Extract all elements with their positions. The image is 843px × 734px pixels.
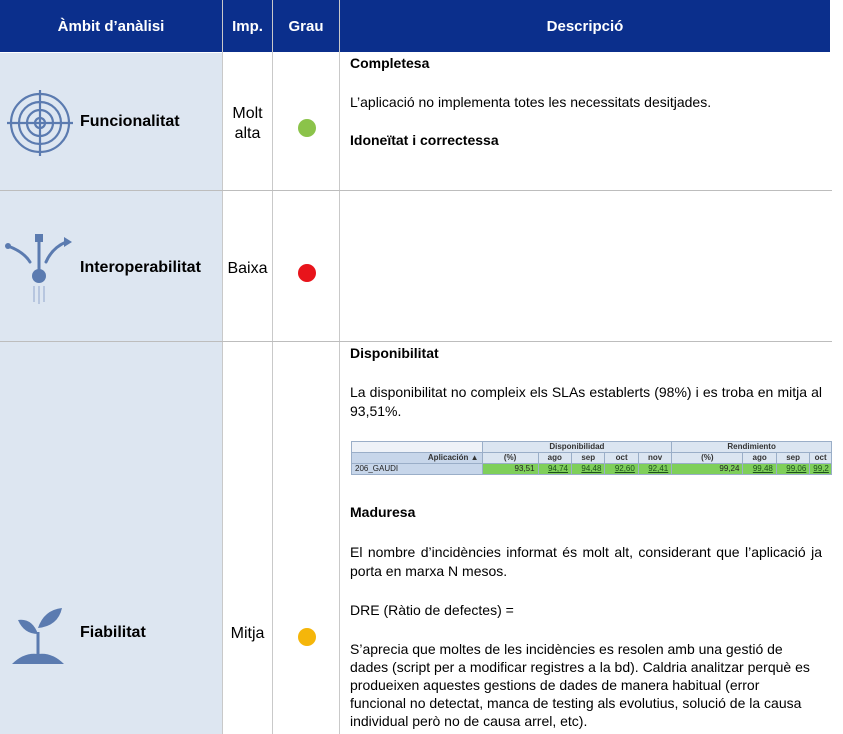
section-heading: Completesa <box>350 55 430 71</box>
column-header-application[interactable]: Aplicación ▲ <box>352 453 483 464</box>
table-corner <box>352 442 483 453</box>
section-text: DRE (Ràtio de defectes) = <box>350 602 514 618</box>
column-header: ago <box>743 453 776 464</box>
table-row <box>352 464 832 475</box>
section-text: L’aplicació no implementa totes les necessitats desitjades. <box>350 94 712 110</box>
column-header: sep <box>572 453 605 464</box>
column-divider <box>272 0 273 734</box>
importance-funcionalitat <box>223 104 272 144</box>
area-name-fiabilitat: Fiabilitat <box>80 624 146 641</box>
header-degree: Grau <box>273 0 339 52</box>
row-divider <box>0 341 832 342</box>
row-divider <box>0 190 832 191</box>
column-header: nov <box>638 453 671 464</box>
target-icon <box>7 90 73 161</box>
section-text: S’aprecia que moltes de les incidències es resolen amb una gestió de dades (script per a modificar registres a la bd). Caldria analitzar perquè es produeixen aquestes gestions de dades de manera habitual (error funcional no detectat, manca de testing als evolutius, solució de la causa individual però no de causa arrel, etc). <box>350 641 810 729</box>
column-header: oct <box>810 453 832 464</box>
importance-line: Mitja <box>230 625 265 642</box>
importance-line: alta <box>234 125 261 142</box>
column-divider <box>339 0 340 734</box>
column-header: (%) <box>672 453 743 464</box>
header-importance: Imp. <box>223 0 272 52</box>
plant-icon <box>10 604 66 669</box>
status-dot-red <box>298 264 316 282</box>
status-dot-yellow <box>298 628 316 646</box>
table-cell: 99,24 <box>672 464 743 475</box>
row-application-name: 206_GAUDI <box>352 464 483 475</box>
availability-table <box>351 441 832 475</box>
table-cell-link[interactable]: 92,41 <box>638 464 671 475</box>
column-header: oct <box>605 453 638 464</box>
table-cell-link[interactable]: 99,2 <box>810 464 832 475</box>
importance-interoperabilitat <box>223 259 272 279</box>
table-cell-link[interactable]: 92,60 <box>605 464 638 475</box>
section-text: La disponibilitat no compleix els SLAs establerts (98%) i es troba en mitja al 93,51%. <box>350 384 822 419</box>
column-header: sep <box>776 453 809 464</box>
table-cell-link[interactable]: 99,48 <box>743 464 776 475</box>
section-heading: Disponibilitat <box>350 345 439 361</box>
group-header: Rendimiento <box>672 442 832 453</box>
group-header: Disponibilidad <box>482 442 672 453</box>
area-name-interoperabilitat: Interoperabilitat <box>80 259 201 276</box>
header-description: Descripció <box>340 0 830 52</box>
table-cell: 93,51 <box>482 464 538 475</box>
section-text: El nombre d’incidències informat és molt alt, considerant que l’aplicació ja porta en marxa N mesos. <box>350 544 822 579</box>
table-cell-link[interactable]: 94,74 <box>538 464 571 475</box>
section-heading: Maduresa <box>350 504 416 520</box>
column-header: (%) <box>482 453 538 464</box>
status-dot-green <box>298 119 316 137</box>
importance-fiabilitat <box>223 624 272 644</box>
importance-line: Molt <box>232 105 263 122</box>
branching-arrows-icon <box>4 232 74 311</box>
table-cell-link[interactable]: 99,06 <box>776 464 809 475</box>
area-name-funcionalitat: Funcionalitat <box>80 113 180 130</box>
column-header: ago <box>538 453 571 464</box>
header-area: Àmbit d’anàlisi <box>0 0 222 52</box>
table-cell-link[interactable]: 94,48 <box>572 464 605 475</box>
section-heading: Idoneïtat i correctessa <box>350 132 499 148</box>
importance-line: Baixa <box>227 260 268 277</box>
